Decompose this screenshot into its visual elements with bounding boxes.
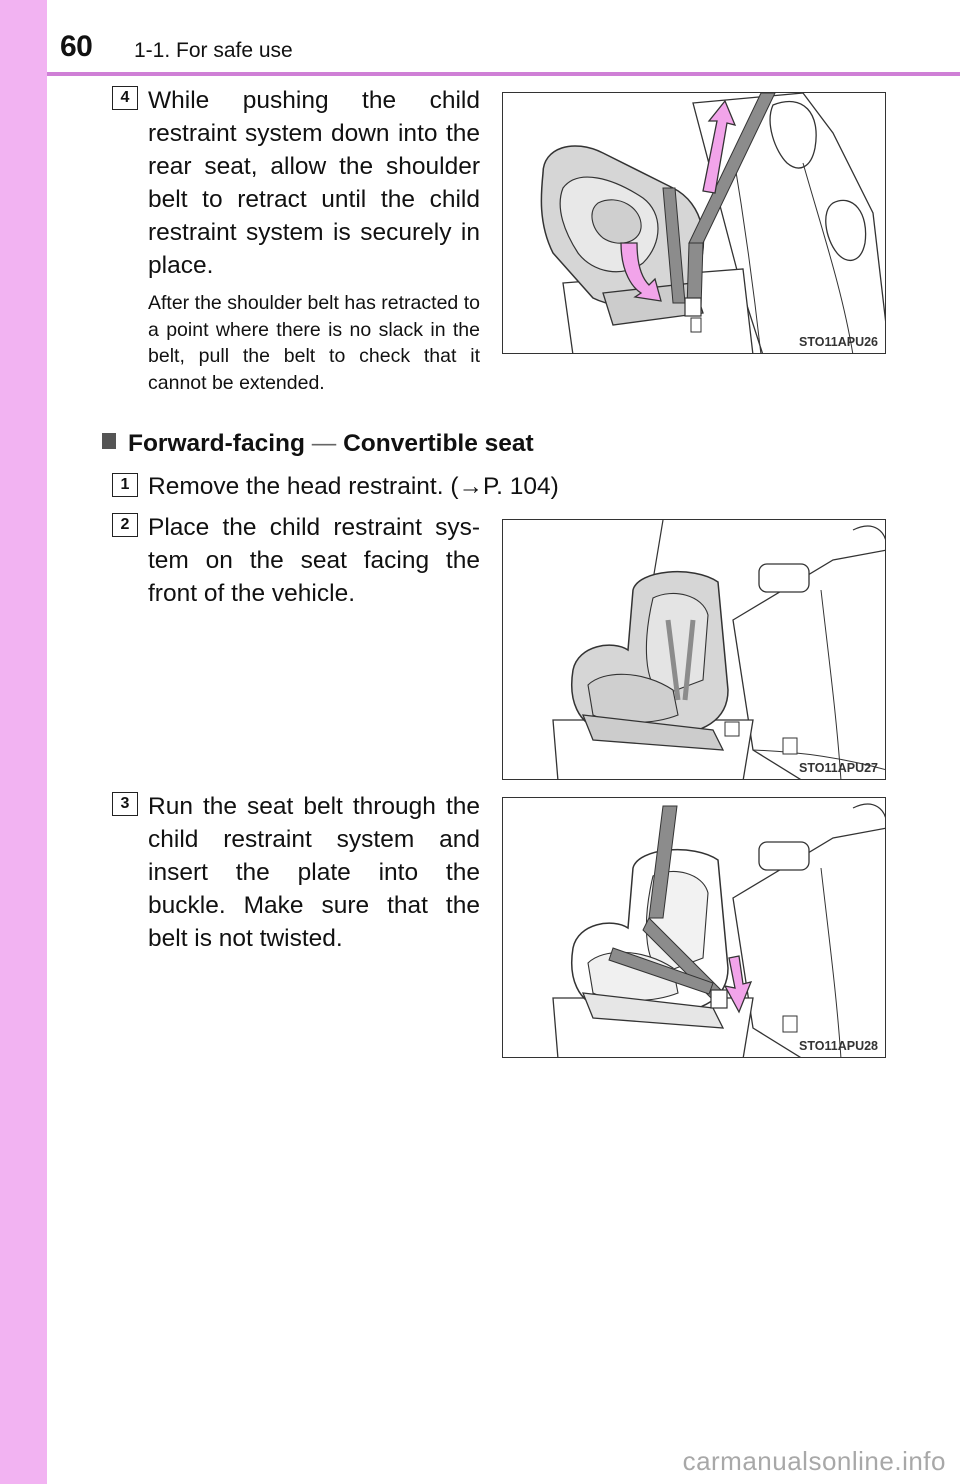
illustration-forward-facing-seat xyxy=(503,520,886,780)
figure-code: STO11APU28 xyxy=(799,1039,878,1053)
header-rule xyxy=(47,72,960,76)
figure-code: STO11APU26 xyxy=(799,335,878,349)
section-title: 1-1. For safe use xyxy=(134,39,293,62)
step-badge-3: 3 xyxy=(112,792,138,816)
subheading-forward-facing: Forward-facing — Convertible seat xyxy=(102,430,534,458)
right-arrow-icon: → xyxy=(458,473,483,500)
page-reference-link[interactable]: P. 104) xyxy=(483,473,559,500)
page-number: 60 xyxy=(60,30,93,63)
step-3-text: Run the seat belt through the child restraint system and insert the plate into the buckle. Make sure that the belt is not twisted. xyxy=(148,793,480,952)
figure-step-2 xyxy=(502,519,886,780)
illustration-belt-routing xyxy=(503,798,886,1058)
step-2-text: Place the child restraint sys-tem on the seat facing the front of the vehicle. xyxy=(148,514,480,607)
side-tab-bar xyxy=(0,0,47,1484)
step-1-text: Remove the head restraint. (→P. 104) xyxy=(148,473,559,500)
square-bullet-icon xyxy=(102,433,116,449)
figure-step-3 xyxy=(502,797,886,1058)
step-badge-1: 1 xyxy=(112,473,138,497)
figure-code: STO11APU27 xyxy=(799,761,878,775)
step-badge-2: 2 xyxy=(112,513,138,537)
step-4-note: After the shoulder belt has retracted to a point where there is no slack in the belt, pull the belt to check that it cannot be extended. xyxy=(148,292,480,394)
figure-step-4 xyxy=(502,92,886,354)
watermark: carmanualsonline.info xyxy=(682,1446,946,1476)
step-badge-4: 4 xyxy=(112,86,138,110)
illustration-rear-facing-seat xyxy=(503,93,886,354)
step-4-text: While pushing the child restraint system down into the rear seat, allow the shoulder belt to retract until the child restraint system is securely in place. xyxy=(148,87,480,279)
